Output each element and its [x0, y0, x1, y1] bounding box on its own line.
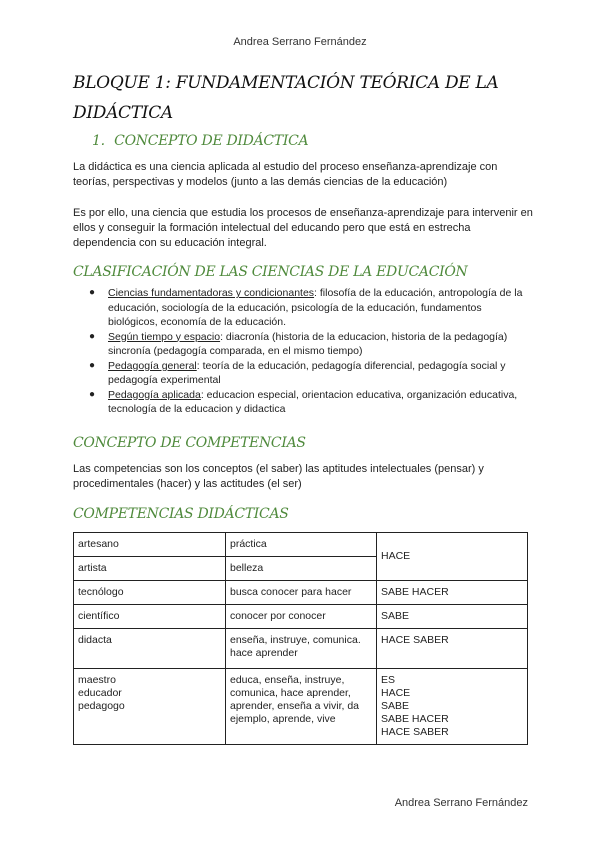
page-header: Andrea Serrano Fernández — [233, 36, 367, 48]
table-row — [74, 605, 528, 629]
table-cell: HACE SABER — [377, 629, 528, 669]
list-item-term: Según tiempo y espacio — [108, 330, 221, 343]
cell-line: SABE HACER — [381, 713, 449, 725]
table-cell: artesano — [74, 533, 226, 557]
section-heading-clasificacion: CLASIFICACIÓN DE LAS CIENCIAS DE LA EDUCACIÓN — [73, 264, 468, 280]
bullet-icon: ● — [89, 388, 96, 400]
list-item-text: : teoría de la educación, pedagogía diferencial, pedagogía social y pedagogía experimental — [108, 359, 506, 386]
list-item — [73, 330, 533, 359]
table-cell: HACE — [377, 533, 528, 581]
list-item-term: Pedagogía aplicada — [108, 388, 201, 401]
paragraph-definition: La didáctica es una ciencia aplicada al estudio del proceso enseñanza-aprendizaje con teorías, perspectivas y modelos (junto a las demás ciencias de la educación) — [73, 161, 498, 188]
section-heading-text: CONCEPTO DE DIDÁCTICA — [114, 133, 309, 149]
table-cell: busca conocer para hacer — [226, 581, 377, 605]
list-item-text: : diacronía (historia de la educacion, historia de la pedagogía) sincronía (pedagogía comparada, en el mismo tiempo) — [108, 330, 508, 357]
list-item-text: : educacion especial, orientacion educativa, organización educativa, tecnología de la educacion y didactica — [108, 388, 518, 415]
table-cell: didacta — [74, 629, 226, 669]
table-cell: científico — [74, 605, 226, 629]
table-row — [74, 669, 528, 745]
table-cell: conocer por conocer — [226, 605, 377, 629]
table-cell: belleza — [226, 557, 377, 581]
cell-line: HACE SABER — [381, 726, 449, 738]
cell-line: pedagogo — [78, 700, 125, 712]
cell-line: educador — [78, 687, 122, 699]
bullet-icon: ● — [89, 359, 96, 371]
cell-line: maestro — [78, 674, 116, 686]
cell-line: SABE — [381, 700, 410, 712]
table-cell: SABE HACER — [377, 581, 528, 605]
table-cell — [74, 669, 226, 745]
page-title: BLOQUE 1: FUNDAMENTACIÓN TEÓRICA DE LA DIDÁCTICA — [73, 73, 499, 123]
list-item-term: Pedagogía general — [108, 359, 197, 372]
section-heading-competencias: CONCEPTO DE COMPETENCIAS — [73, 435, 306, 451]
list-item-text: : filosofía de la educación, antropología de la educación, sociología de la educación, psicología de la educación, fundamentos biológicos, economía de la educación. — [108, 287, 523, 328]
list-item-term: Ciencias fundamentadoras y condicionantes — [108, 287, 315, 299]
section-heading-competencias-didacticas: COMPETENCIAS DIDÁCTICAS — [73, 506, 289, 522]
table-cell: tecnólogo — [74, 581, 226, 605]
table-cell: artista — [74, 557, 226, 581]
table-cell: enseña, instruye, comunica. hace aprender — [226, 629, 377, 669]
paragraph-purpose: Es por ello, una ciencia que estudia los procesos de enseñanza-aprendizaje para intervenir en ellos y conseguir la formación intelectual del educando pero que está en estrecha dependencia con su educación integral. — [73, 207, 533, 249]
section-heading-concepto-didactica — [92, 133, 308, 149]
table-row — [74, 581, 528, 605]
cell-line: ES — [381, 674, 396, 686]
table-row — [74, 533, 528, 557]
table-cell — [377, 669, 528, 745]
competencias-table — [73, 532, 528, 745]
classification-list — [73, 286, 533, 417]
list-item — [73, 359, 533, 388]
bullet-icon: ● — [89, 330, 96, 342]
cell-line: HACE — [381, 687, 411, 699]
bullet-icon: ● — [89, 287, 96, 298]
list-item — [73, 388, 533, 417]
table-cell: práctica — [226, 533, 377, 557]
section-number: 1. — [92, 133, 105, 149]
page-footer: Andrea Serrano Fernández — [394, 797, 528, 809]
table-cell: SABE — [377, 605, 528, 629]
list-item — [73, 286, 533, 330]
table-cell: educa, enseña, instruye, comunica, hace aprender, aprender, enseña a vivir, da ejemplo, aprende, vive — [226, 669, 377, 745]
paragraph-competencias: Las competencias son los conceptos (el saber) las aptitudes intelectuales (pensar) y procedimentales (hacer) y las actitudes (el ser) — [73, 463, 484, 490]
table-row — [74, 629, 528, 669]
